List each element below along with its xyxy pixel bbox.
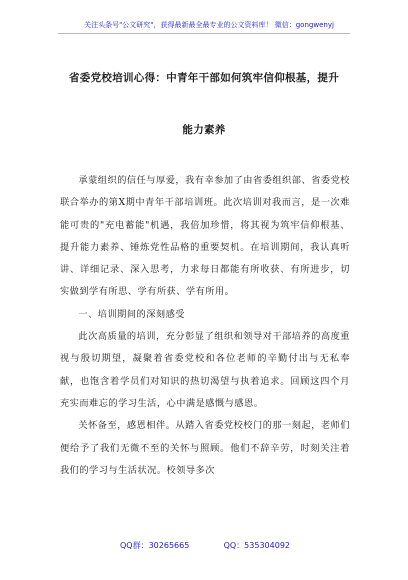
paragraph-feelings: 此次高质量的培训，充分彰显了组织和领导对干部培养的高度重视与殷切期望，凝聚着省委党校和各位老师的辛勤付出与无私奉献，也饱含着学员们对知识的热切渴望与执着追求。回顾这四个月充实而难忘的学习生活，心中满是感慨与感恩。 bbox=[60, 331, 350, 409]
footer-qq: QQ：535304092 bbox=[223, 541, 290, 550]
paragraph-intro: 承蒙组织的信任与厚爱，我有幸参加了由省委组织部、省委党校联合举办的第X期中青年干部培训班。此次培训对我而言，是一次难能可贵的"充电蓄能"机遇，我倍加珍惜，将其视为筑牢信仰根基、提升能力素养、锤炼党性品格的重要契机。在培训期间，我认真听讲、详细记录、深入思考，力求每日都能有所收获、有所进步，切实做到学有所思、学有所获、学有所用。 bbox=[60, 175, 350, 298]
document-title-line-2: 能力素养 bbox=[182, 124, 226, 136]
section-heading: 一、培训期间的深刻感受 bbox=[78, 308, 185, 320]
header-divider bbox=[58, 33, 350, 34]
paragraph-care: 关怀备至，感恩相伴。从踏入省委党校校门的那一刻起，老师们便给予了我们无微不至的关怀与照顾。他们不辞辛劳，时刻关注着我们的学习与生活状况。校领导多次 bbox=[60, 420, 350, 476]
document-title-line-1: 省委党校培训心得：中青年干部如何筑牢信仰根基，提升 bbox=[69, 72, 339, 84]
footer-contacts bbox=[120, 540, 290, 551]
footer-qq-group: QQ群：30265665 bbox=[120, 541, 190, 550]
document-body bbox=[60, 170, 350, 482]
header-banner: 关注头条号"公文研究"，获得最新最全最专业的公文资料库！ 微信：gongwenyj bbox=[84, 21, 334, 29]
